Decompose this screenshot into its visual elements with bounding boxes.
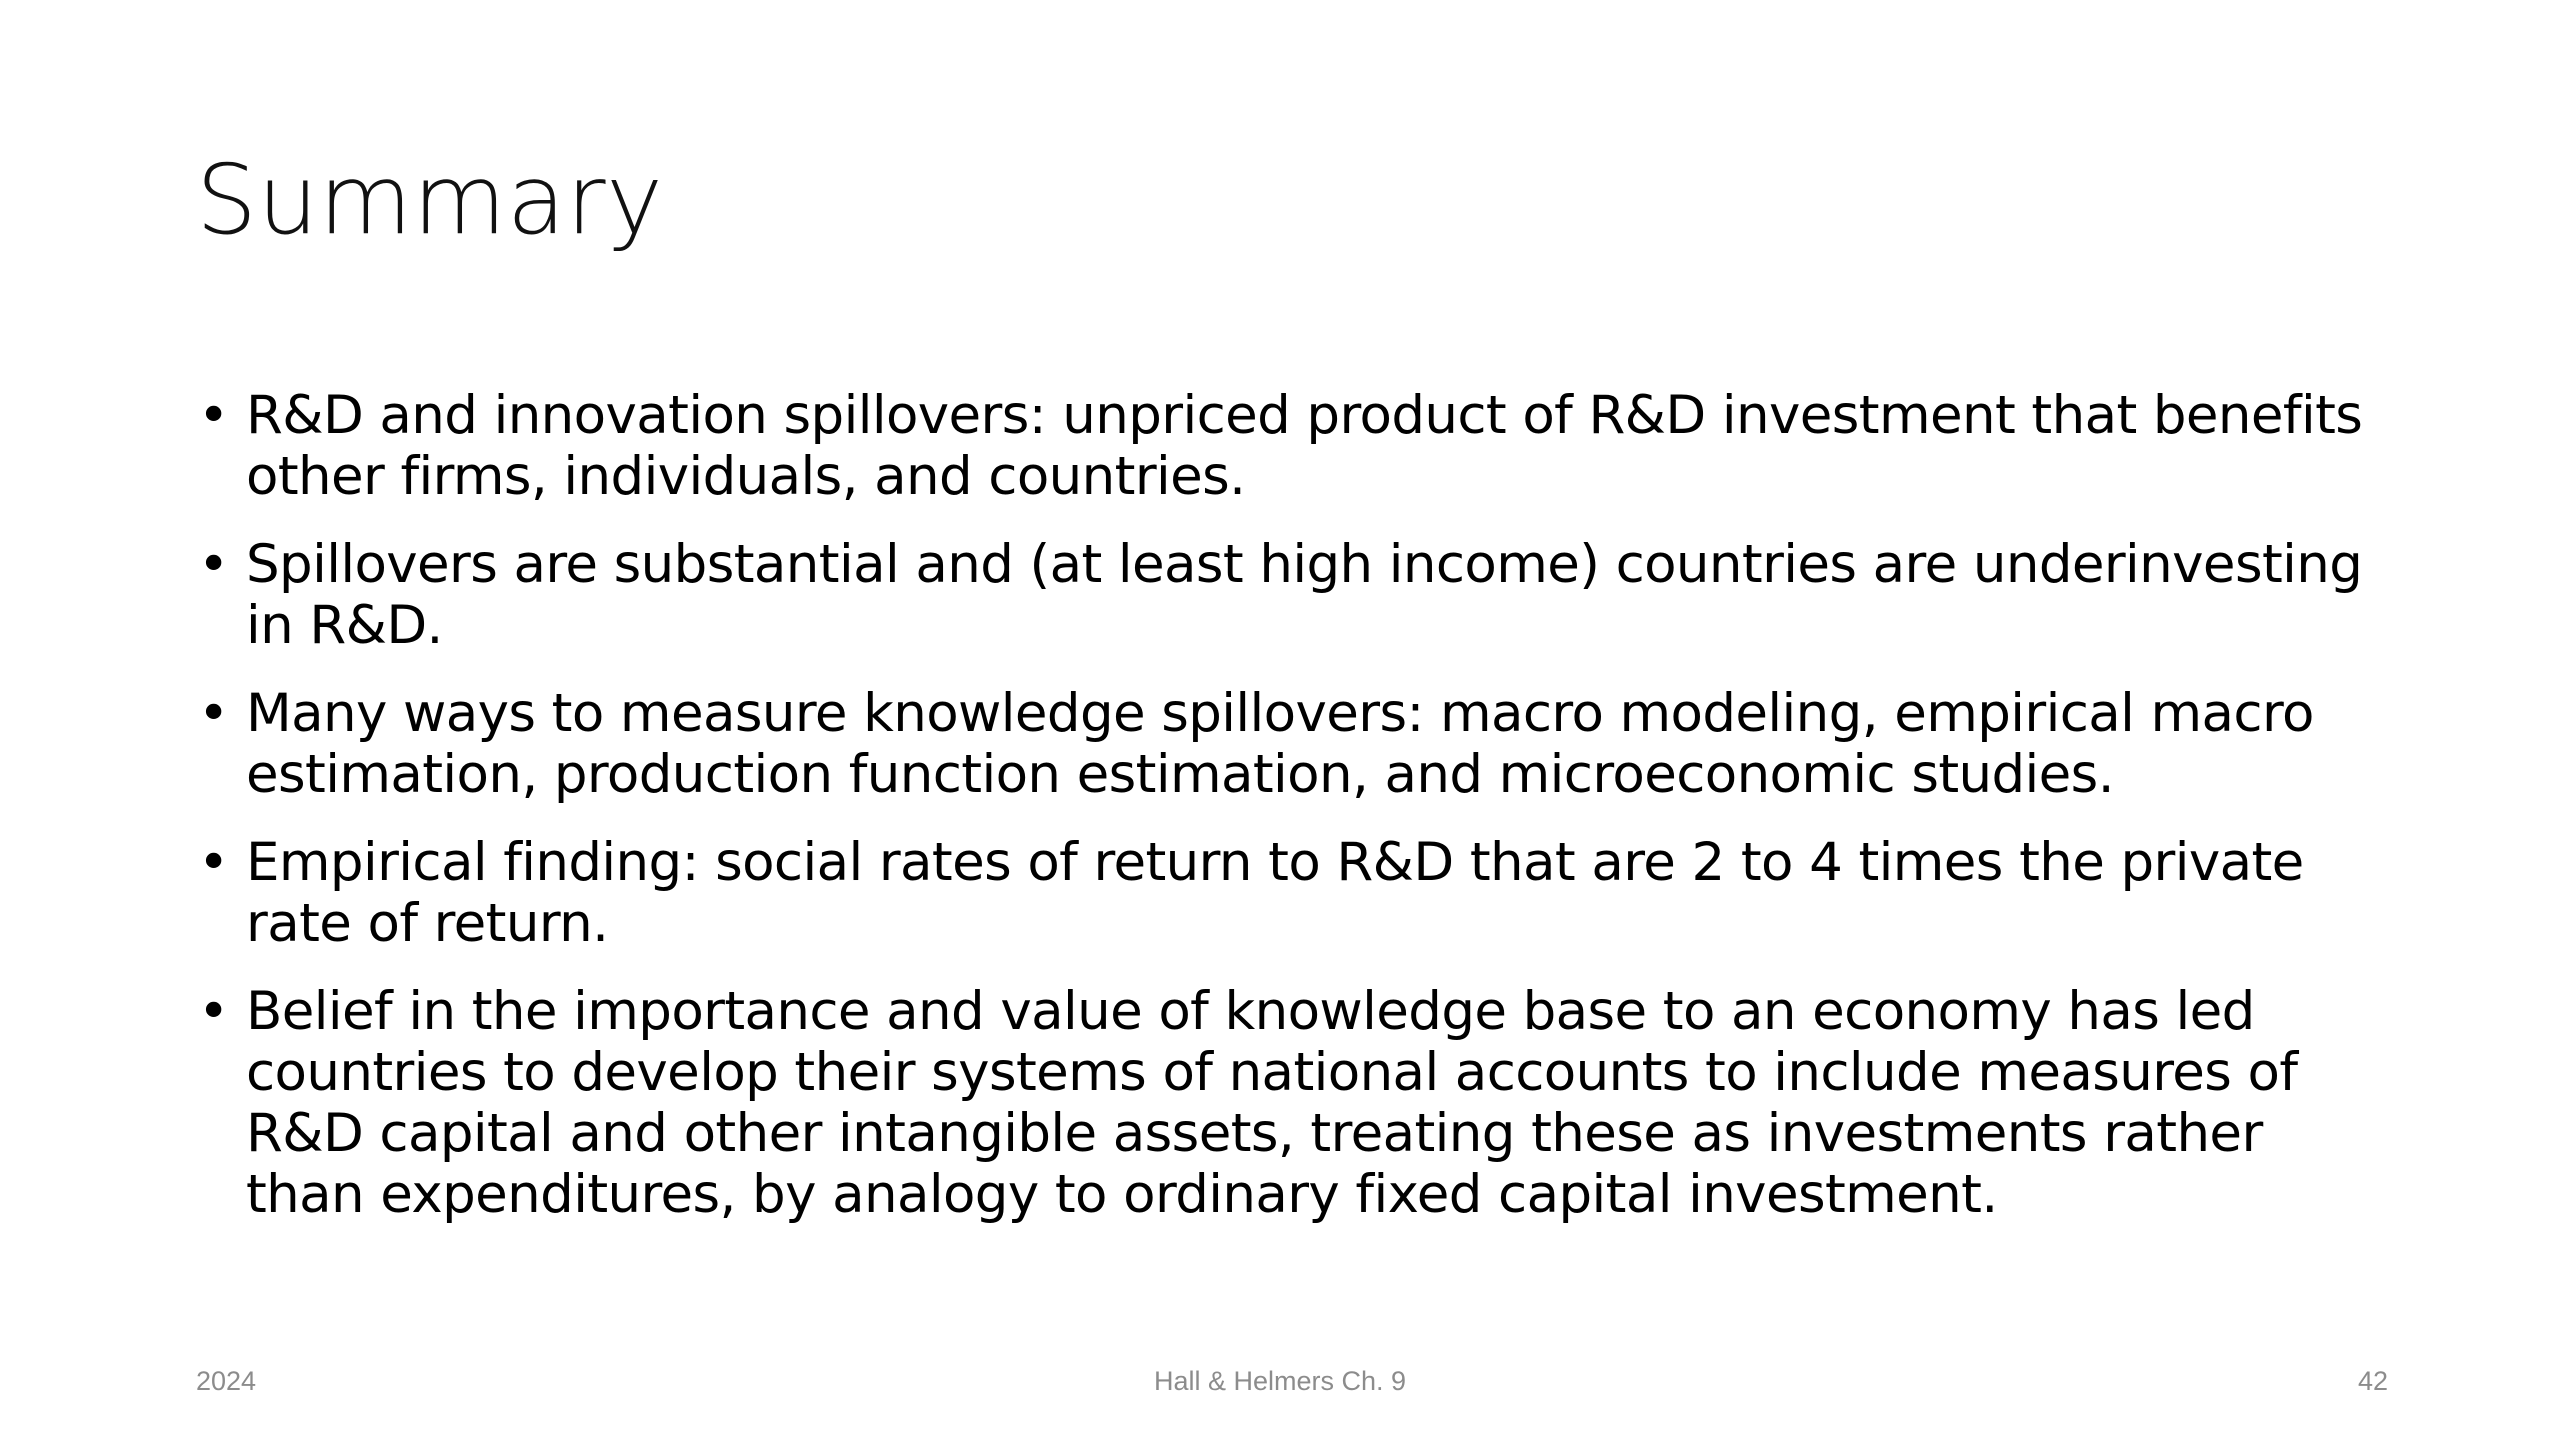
bullet-marker: • [198, 981, 229, 1042]
footer-page-number: 42 [2357, 1366, 2388, 1396]
bullet-marker: • [198, 534, 229, 595]
bullet-text: Spillovers are substantial and (at least high income) countries are underinvesting in R&D. [246, 534, 2363, 656]
bullet-list [196, 385, 2396, 1252]
bullet-text: Empirical finding: social rates of return to R&D that are 2 to 4 times the private rate of return. [246, 832, 2304, 954]
bullet-item [196, 683, 2396, 805]
bullet-text: Belief in the importance and value of knowledge base to an economy has led countries to develop their systems of national accounts to include measures of R&D capital and other intangible assets, treating these as investments rather than expenditures, by analogy to ordinary fixed capital investment. [246, 981, 2298, 1225]
bullet-item [196, 981, 2396, 1225]
bullet-item [196, 534, 2396, 656]
bullet-item [196, 385, 2396, 507]
footer-date: 2024 [196, 1366, 257, 1396]
bullet-marker: • [198, 832, 229, 893]
bullet-text: Many ways to measure knowledge spillovers: macro modeling, empirical macro estimation, production function estimation, and microeconomic studies. [246, 683, 2314, 805]
bullet-marker: • [198, 683, 229, 744]
bullet-item [196, 832, 2396, 954]
bullet-marker: • [198, 385, 229, 446]
footer-source: Hall & Helmers Ch. 9 [1153, 1366, 1407, 1396]
slide-title: Summary [196, 144, 664, 256]
bullet-text: R&D and innovation spillovers: unpriced product of R&D investment that benefits other firms, individuals, and countries. [246, 385, 2363, 507]
